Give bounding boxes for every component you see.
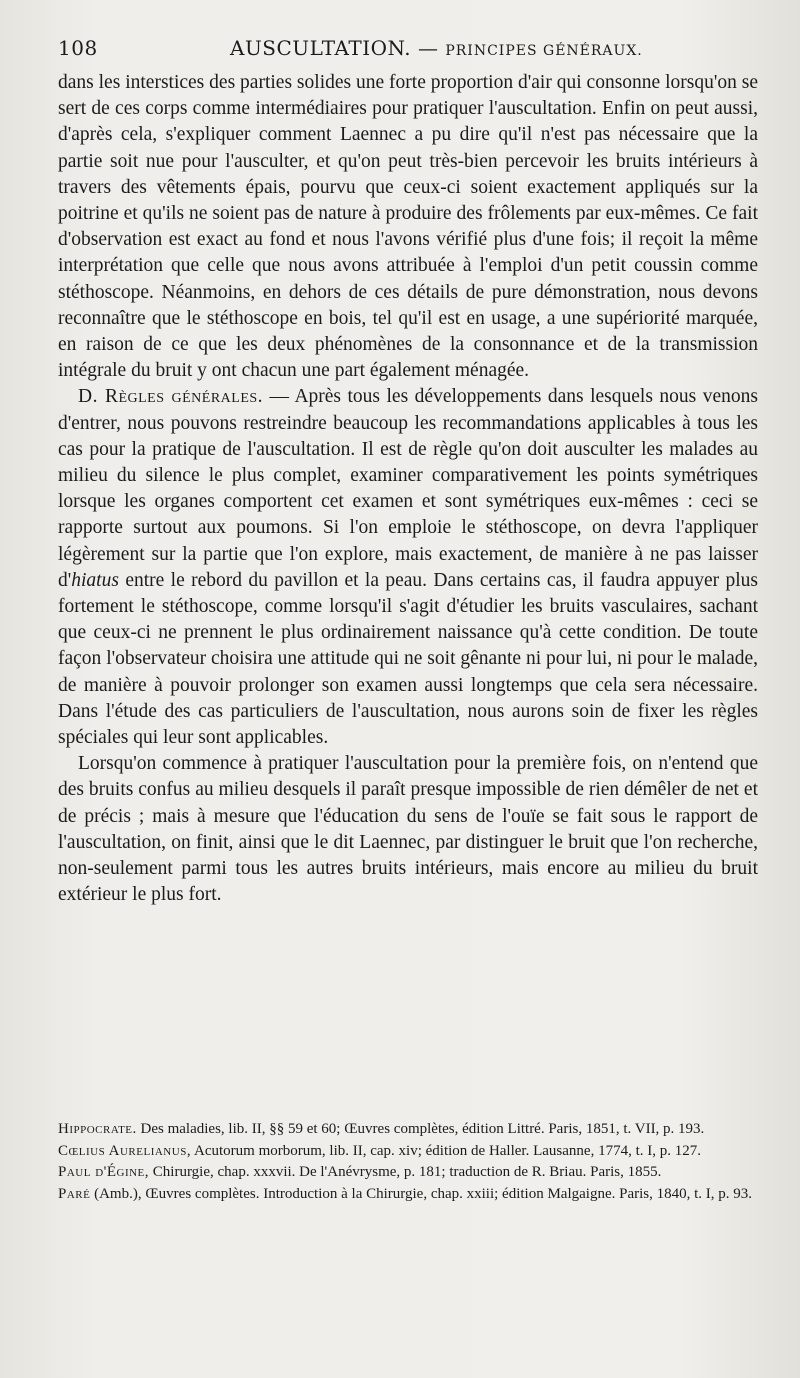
running-title-main: AUSCULTATION.: [230, 36, 412, 60]
reference-item: [58, 1142, 758, 1161]
paragraph-1: dans les interstices des parties solides une forte proportion d'air qui consonne lorsqu'on se sert de ces corps comme intermédiaires pour pratiquer l'auscultation. Enfin on peut aussi, d'après cela, s'expliquer comment Laennec a pu dire qu'il n'est pas nécessaire que la partie soit nue pour l'ausculter, et qu'on peut très-bien percevoir les bruits intérieurs à travers des vêtements épais, pourvu que ceux-ci soient exactement appliqués sur la poitrine et qu'ils ne soient pas de nature à produire des frôlements par eux-mêmes. Ce fait d'observation est exact au fond et nous l'avons vérifié plus d'une fois; il reçoit la même interprétation que celle que nous avons attribuée à l'emploi d'un petit coussin comme stéthoscope. Néanmoins, en dehors de ces détails de pure démonstration, nous devons reconnaître que le stéthoscope en bois, tel qu'il est en usage, a une supériorité marquée, en raison de ce que les deux phénomènes de la consonnance et de la transmission intégrale du bruit y ont chacun une part également ménagée.: [58, 72, 758, 382]
reference-text: Des maladies, lib. II, §§ 59 et 60; Œuvres complètes, édition Littré. Paris, 1851, t. VII, p. 193.: [136, 1121, 705, 1137]
page-number: 108: [58, 36, 98, 60]
paragraph-2: [58, 384, 758, 751]
paragraph-2-part-a: Après tous les développements dans lesquels nous venons d'entrer, nous pouvons restreindre beaucoup les recommandations applicables à tous les cas pour la pratique de l'auscultation. Il est de règle qu'on doit ausculter les malades au milieu du silence le plus complet, examiner comparativement les points symétriques lorsque les organes comportent cet examen et sont symétriques eux-mêmes : ceci se rapporte surtout aux poumons. Si l'on emploie le stéthoscope, on devra l'appliquer légèrement sur la partie que l'on explore, mais exactement, de manière à ne pas laisser d': [58, 386, 758, 591]
reference-author: Paul d'Égine,: [58, 1164, 150, 1180]
reference-author: Hippocrate.: [58, 1121, 137, 1137]
paragraph-3: Lorsqu'on commence à pratiquer l'auscultation pour la première fois, on n'entend que des bruits confus au milieu desquels il paraît presque impossible de rien démêler de net et de précis ; mais à mesure que l'éducation du sens de l'ouïe se fait sous le rapport de l'auscultation, on finit, ainsi que le dit Laennec, par distinguer le bruit que l'on recherche, non-seulement parmi tous les autres bruits intérieurs, mais encore au milieu du bruit extérieur le plus fort.: [58, 753, 758, 906]
section-dash: —: [263, 386, 295, 408]
body-text: [58, 70, 758, 909]
reference-text: Chirurgie, chap. xxxvii. De l'Anévrysme, p. 181; traduction de R. Briau. Paris, 1855.: [149, 1164, 662, 1180]
section-label: D. Règles générales.: [78, 386, 264, 408]
running-header: [58, 36, 758, 66]
reference-item: [58, 1185, 758, 1204]
paragraph-2-part-b: entre le rebord du pavillon et la peau. Dans certains cas, il faudra appuyer plus fortement le stéthoscope, comme lorsqu'il s'agit d'étudier les bruits vasculaires, sachant que ceux-ci ne prennent le plus ordinairement naissance qu'à cette condition. De toute façon l'observateur choisira une attitude qui ne soit gênante ni pour lui, ni pour le malade, de manière à pouvoir prolonger son examen aussi longtemps que cela sera nécessaire. Dans l'étude des cas particuliers de l'auscultation, nous aurons soin de fixer les règles spéciales qui leur sont applicables.: [58, 569, 758, 749]
reference-item: [58, 1120, 758, 1139]
reference-item: [58, 1163, 758, 1182]
reference-text: (Amb.), Œuvres complètes. Introduction à la Chirurgie, chap. xxiii; édition Malgaigne. Paris, 1840, t. I, p. 93.: [90, 1185, 753, 1202]
reference-author: Paré: [58, 1185, 91, 1202]
reference-author: Cœlius Aurelianus,: [58, 1142, 192, 1159]
running-title-separator: —: [411, 36, 446, 60]
references: [58, 1120, 758, 1206]
italic-term: hiatus: [71, 569, 119, 591]
reference-text: Acutorum morborum, lib. II, cap. xiv; édition de Haller. Lausanne, 1774, t. I, p. 127.: [191, 1142, 701, 1159]
running-title: [230, 36, 643, 60]
running-title-sub: PRINCIPES GÉNÉRAUX.: [445, 43, 643, 59]
